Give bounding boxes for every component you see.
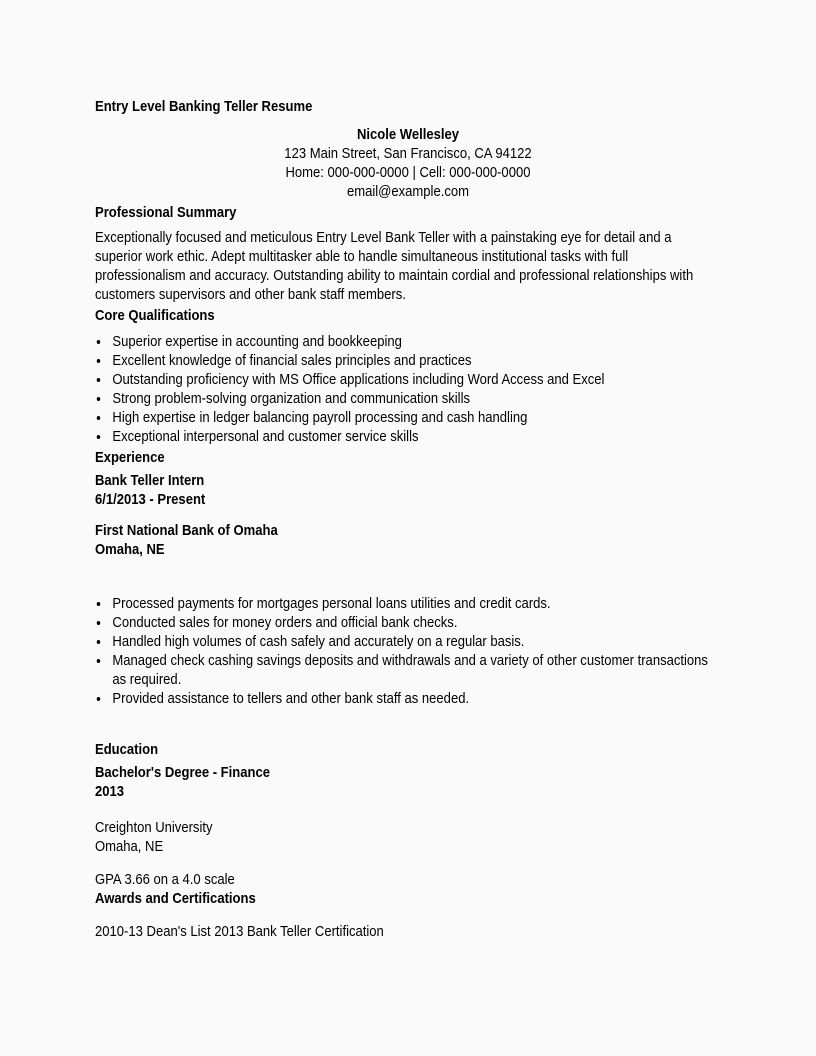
contact-name: Nicole Wellesley [356,126,460,143]
school-name: Creighton University [95,819,213,836]
duties-list [95,594,721,708]
qualification-item: • Outstanding proficiency with MS Office applications including Word Access and Excel [110,370,721,389]
school-location: Omaha, NE [95,838,164,855]
contact-block [95,125,721,201]
education-heading: Education [95,741,159,758]
qualification-item: • Excellent knowledge of financial sales principles and practices [110,351,721,370]
duty-item: • Conducted sales for money orders and official bank checks. [110,613,721,632]
qualification-item: • Superior expertise in accounting and bookkeeping [110,332,721,351]
document-title: Entry Level Banking Teller Resume [95,98,313,115]
qualification-item: • Strong problem-solving organization and communication skills [110,389,721,408]
qualifications-list [95,332,721,446]
job-header [95,471,721,509]
resume-content [95,97,721,941]
qualification-item: • High expertise in ledger balancing payroll processing and cash handling [110,408,721,427]
job-title: Bank Teller Intern [95,472,205,489]
company-location: Omaha, NE [95,541,165,558]
duty-item: • Handled high volumes of cash safely and accurately on a regular basis. [110,632,721,651]
summary-text: Exceptionally focused and meticulous Entry Level Bank Teller with a painstaking eye for detail and a superior work ethic. Adept multitasker able to handle simultaneous institutional tasks with full professionalism and accuracy. Outstanding ability to maintain cordial and professional relationships with customers supervisors and other bank staff members. [95,229,694,303]
contact-phone: Home: 000-000-0000 | Cell: 000-000-0000 [285,164,531,181]
qualifications-heading: Core Qualifications [95,307,215,324]
contact-address: 123 Main Street, San Francisco, CA 94122 [284,145,532,162]
company-header [95,521,721,559]
duty-item: • Processed payments for mortgages personal loans utilities and credit cards. [110,594,721,613]
awards-text: 2010-13 Dean's List 2013 Bank Teller Certification [95,923,384,940]
degree-year: 2013 [95,783,125,800]
experience-heading: Experience [95,449,165,466]
summary-heading: Professional Summary [95,204,237,221]
degree-title: Bachelor's Degree - Finance [95,764,270,781]
company-name: First National Bank of Omaha [95,522,278,539]
qualification-item: • Exceptional interpersonal and customer service skills [110,427,721,446]
gpa-text: GPA 3.66 on a 4.0 scale [95,871,235,888]
awards-heading: Awards and Certifications [95,890,256,907]
job-dates: 6/1/2013 - Present [95,491,206,508]
school-header [95,818,721,856]
duty-item: • Managed check cashing savings deposits and withdrawals and a variety of other customer transactions as required. [110,651,721,689]
contact-email: email@example.com [346,183,470,200]
duty-item: • Provided assistance to tellers and other bank staff as needed. [110,689,721,708]
degree-header [95,763,721,801]
